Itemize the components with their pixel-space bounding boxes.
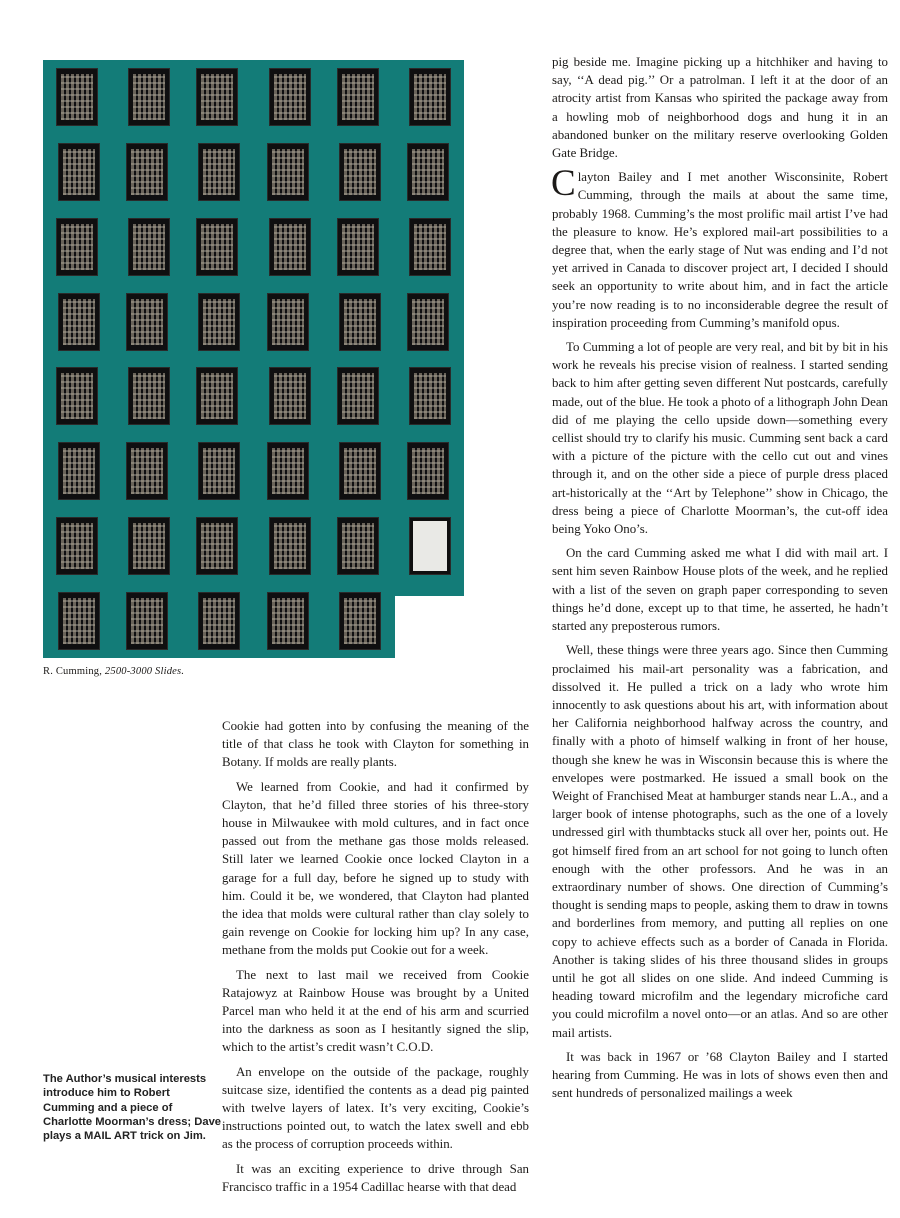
slide-sheet-tile xyxy=(128,218,170,276)
slide-sheet-tile xyxy=(198,293,240,351)
slide-sheet-tile xyxy=(337,218,379,276)
slide-sheet-tile xyxy=(58,592,100,650)
caption-title: 2500-3000 Slides. xyxy=(104,666,185,677)
slide-sheet-tile xyxy=(409,517,451,575)
slide-sheet-tile xyxy=(128,367,170,425)
photo-caption xyxy=(43,666,184,677)
slide-sheet-tile xyxy=(409,367,451,425)
slide-sheet-tile xyxy=(56,218,98,276)
paragraph: We learned from Cookie, and had it confirmed by Clayton, that he’d filled three stories of his three-story house in Milwaukee with mold cultures, and in fact once passed out from the methane gas those molds released. Still later we learned Cookie once locked Clayton in a garage for a full day, before he signed up to study with him. Could it be, we wondered, that Clayton had planted the idea that molds were cultural rather than clay solely to gain revenge on Cookie for locking him up? In any case, methane from the molds put Cookie out for a week. xyxy=(222,779,529,958)
slide-sheet-tile xyxy=(337,367,379,425)
slide-sheet-tile xyxy=(267,143,309,201)
slide-sheet-tile xyxy=(198,442,240,500)
slide-sheet-tile xyxy=(56,367,98,425)
slide-sheet-tile xyxy=(126,293,168,351)
slide-sheet-tile xyxy=(198,143,240,201)
slide-sheet-tile xyxy=(58,442,100,500)
slide-sheet-tile xyxy=(269,517,311,575)
sidenote: The Author’s musical interests introduce him to Robert Cumming and a piece of Charlotte Moorman’s dress; Dave plays a MAIL ART trick on Jim. xyxy=(43,1073,222,1143)
paragraph: It was back in 1967 or ’68 Clayton Bailey and I started hearing from Cumming. He was in lots of shows even then and sent hundreds of personalized mailings a week xyxy=(552,1049,888,1101)
slide-sheet-tile xyxy=(128,517,170,575)
slide-sheet-tile xyxy=(407,293,449,351)
photo-corner-cutout xyxy=(395,596,464,658)
slide-sheet-tile xyxy=(407,442,449,500)
paragraph: Cookie had gotten into by confusing the meaning of the title of that class he took with Clayton for something in Botany. If molds are really plants. xyxy=(222,719,529,770)
slide-sheet-tile xyxy=(339,442,381,500)
slide-sheet-tile xyxy=(126,143,168,201)
slide-sheet-tile xyxy=(409,68,451,126)
slide-sheet-tile xyxy=(56,68,98,126)
slide-sheet-tile xyxy=(267,442,309,500)
slides-photograph xyxy=(43,60,464,658)
slide-sheet-tile xyxy=(339,293,381,351)
slide-sheet-tile xyxy=(196,218,238,276)
slide-sheet-tile xyxy=(126,592,168,650)
slide-sheet-tile xyxy=(196,517,238,575)
slide-sheet-tile xyxy=(337,68,379,126)
slide-sheet-tile xyxy=(269,367,311,425)
drop-cap: C xyxy=(551,163,576,205)
middle-column xyxy=(222,717,529,1202)
slide-sheet-tile xyxy=(337,517,379,575)
paragraph: It was an exciting experience to drive through San Francisco traffic in a 1954 Cadillac hearse with that dead xyxy=(222,1161,529,1194)
slide-sheet-tile xyxy=(339,143,381,201)
slide-sheet-tile xyxy=(267,293,309,351)
paragraph: To Cumming a lot of people are very real, and bit by bit in his work he reveals his precise vision of realness. I started sending back to him after getting seven different Nut postcards, carefully made, out of the blue. He took a photo of a lithograph John Dean did of me playing the cello upside down—something every cellist should try to clarify his music. Cumming sent back a card with a picture of the picture with the cello cut out and vines through it, and on the other side a piece of purple dress placed art-historically at the ‘‘Art by Telephone’’ show in Chicago, the dress being a piece of Charlotte Moorman’s, the cut-off idea being Yoko Ono’s. xyxy=(552,340,888,537)
paragraph: pig beside me. Imagine picking up a hitchhiker and having to say, ‘‘A dead pig.’’ Or a patrolman. I left it at the door of an atrocity artist from Kansas who spirited the package away from a howling mob of neighborhood dogs and hung it in an abandoned bunker on the military reserve overlooking Golden Gate Bridge. xyxy=(552,55,888,161)
caption-author: R. Cumming, xyxy=(43,666,103,677)
slide-sheet-tile xyxy=(128,68,170,126)
slide-sheet-tile xyxy=(126,442,168,500)
paragraph: On the card Cumming asked me what I did with mail art. I sent him seven Rainbow House plots of the week, and he replied with a list of the seven on graph paper corresponding to seven things he’d done, except up to that time, he asserted, he hadn’t started any preposterous rumors. xyxy=(552,546,888,634)
slide-sheet-tile xyxy=(269,68,311,126)
slide-sheet-tile xyxy=(409,218,451,276)
slide-sheet-tile xyxy=(196,68,238,126)
right-column xyxy=(552,53,888,1108)
slide-sheet-tile xyxy=(339,592,381,650)
slide-sheet-tile xyxy=(269,218,311,276)
paragraph: An envelope on the outside of the package, roughly suitcase size, identified the contents as a dead pig painted with twelve layers of latex. It’s very exciting, Cookie’s instructions pointed out, to watch the latex swell and ebb as the process of corruption proceeds within. xyxy=(222,1064,529,1152)
slide-grid xyxy=(43,60,464,658)
slide-sheet-tile xyxy=(196,367,238,425)
paragraph: Well, these things were three years ago. Since then Cumming proclaimed his mail-art personality was a fabrication, and dissolved it. He pulled a trick on a lady who wrote him innocently to ask questions about his art, with information about her California neighborhood halfway across the country, and finally with a photo of himself walking in front of her house, though she knew he was in Wisconsin because this is where the envelopes were postmarked. He issued a small book on the Weight of Franchised Meat at hamburger stands near L.A., and a larger book of intense photographs, such as the one of a lovely undressed girl with thumbtacks stuck all over her, points out. He got himself fired from an art school for not going to lunch often enough with the other professors. And he was in an extraordinary number of shows. One direction of Cumming’s thought is sending maps to people, asking them to draw in towns and borderlines from memory, and putting all replies on one copy to achieve effects such as a border of Canada in Florida. Another is taking slides of his three thousand slides in groups until he got all slides on one slide. And indeed Cumming is heading toward microfilm and the legendary microfiche card you could microfilm a novel onto—or an atlas. And so are other mail artists. xyxy=(552,643,888,1040)
slide-sheet-tile xyxy=(198,592,240,650)
section-start-text: layton Bailey and I met another Wisconsinite, Robert Cumming, through the mails at about the same time, probably 1968. Cumming’s the most prolific mail artist I’ve had the pleasure to know. He’s explored mail-art possibilities to a degree that, when the early stage of Nut was ending and I’d not yet arrived in Canada to discover project art, I decided I should seek an opportunity to write about him, and in fact the article you’re now reading is to no inconsiderable degree the result of inspiration proceeding from Cumming’s manifold opus. xyxy=(552,170,888,330)
slide-sheet-tile xyxy=(267,592,309,650)
slide-sheet-tile xyxy=(56,517,98,575)
slide-sheet-tile xyxy=(58,293,100,351)
slide-sheet-tile xyxy=(58,143,100,201)
slide-sheet-tile xyxy=(407,143,449,201)
section-start-paragraph xyxy=(551,163,888,332)
paragraph: The next to last mail we received from Cookie Ratajowyz at Rainbow House was brought by a United Parcel man who held it at the end of his arm and scurried into the darkness as soon as I hesitantly signed the slip, which to the artist’s credit wasn’t C.O.D. xyxy=(222,967,529,1055)
